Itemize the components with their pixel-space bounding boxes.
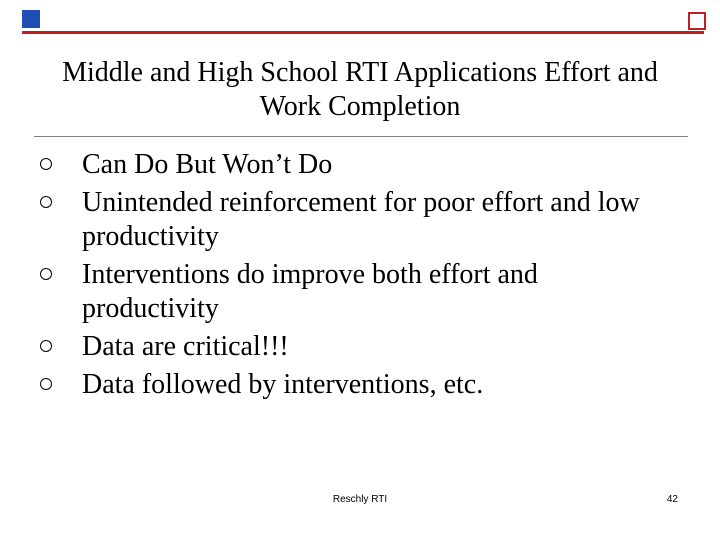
- hollow-circle-bullet-icon: [40, 158, 52, 170]
- bullet-item: [40, 258, 680, 326]
- hollow-circle-bullet-icon: [40, 340, 52, 352]
- decorative-square-left: [22, 10, 40, 28]
- bullet-item: [40, 148, 680, 182]
- page-number: 42: [666, 494, 678, 505]
- bullet-text: Data followed by interventions, etc.: [82, 369, 484, 400]
- bullet-item: [40, 186, 680, 254]
- hollow-circle-bullet-icon: [40, 268, 52, 280]
- bullet-list: [40, 148, 680, 406]
- hollow-circle-bullet-icon: [40, 196, 52, 208]
- bullet-text: Data are critical!!!: [82, 331, 289, 362]
- decorative-square-right: [688, 12, 706, 30]
- slide-title: Middle and High School RTI Applications Effort and Work Completion: [62, 57, 658, 122]
- bullet-text: Unintended reinforcement for poor effort and low productivity: [82, 187, 640, 252]
- title-divider: [34, 136, 688, 137]
- bullet-text: Interventions do improve both effort and productivity: [82, 259, 538, 324]
- bullet-item: [40, 368, 680, 402]
- bullet-text: Can Do But Won’t Do: [82, 149, 333, 180]
- top-accent-rule: [22, 31, 704, 34]
- bullet-item: [40, 330, 680, 364]
- footer-label: Reschly RTI: [332, 494, 388, 505]
- hollow-circle-bullet-icon: [40, 378, 52, 390]
